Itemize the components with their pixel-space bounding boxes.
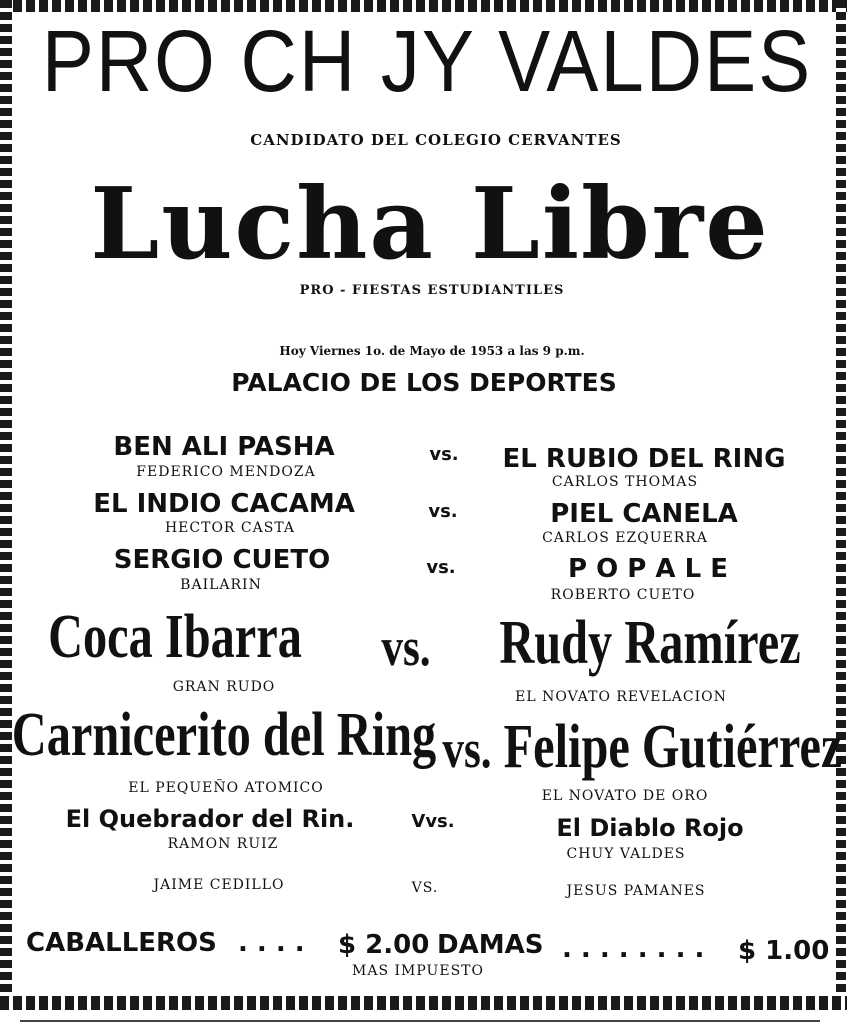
- tax-note: MAS IMPUESTO: [352, 963, 484, 979]
- bout-5-vs: vs.: [442, 719, 492, 779]
- event-subtitle: PRO - FIESTAS ESTUDIANTILES: [299, 283, 565, 298]
- bout-4-right-real: EL NOVATO REVELACION: [515, 689, 727, 705]
- bout-1-right-name: EL RUBIO DEL RING: [502, 444, 786, 474]
- bout-2-right-real: CARLOS EZQUERRA: [542, 530, 708, 546]
- damas-dots: . . . . . . . .: [562, 934, 705, 964]
- top-border: [0, 0, 847, 12]
- caballeros-label: CABALLEROS: [26, 928, 217, 958]
- poster-headline: PRO CH JY VALDES: [41, 11, 813, 111]
- damas-price: $ 1.00: [738, 936, 830, 966]
- bout-5-right-name: Felipe Gutiérrez: [503, 713, 843, 781]
- bout-1-left-real: FEDERICO MENDOZA: [136, 464, 316, 480]
- bottom-border: [0, 996, 847, 1010]
- bout-5-left-name: Carnicerito del Ring: [11, 701, 437, 769]
- left-border: [0, 0, 12, 1010]
- bout-6-vs: Vvs.: [411, 811, 455, 832]
- event-date: Hoy Viernes 1o. de Mayo de 1953 a las 9 p.m.: [279, 344, 585, 358]
- candidate-line: CANDIDATO DEL COLEGIO CERVANTES: [250, 131, 622, 149]
- caballeros-price: $ 2.00: [338, 930, 430, 960]
- bout-1-right-real: CARLOS THOMAS: [551, 474, 699, 490]
- bout-5-left-real: EL PEQUEÑO ATOMICO: [128, 780, 324, 796]
- bout-2-left-name: EL INDIO CACAMA: [93, 489, 355, 519]
- bout-2-left-real: HECTOR CASTA: [164, 520, 296, 536]
- bout-3-right-name: P O P A L E: [568, 554, 728, 584]
- bout-4-vs: vs.: [381, 617, 431, 677]
- event-title: Lucha Libre: [90, 167, 770, 282]
- bout-3-right-real: ROBERTO CUETO: [550, 587, 696, 603]
- bout-2-vs: vs.: [428, 501, 458, 522]
- bout-4-right-name: Rudy Ramírez: [499, 609, 801, 677]
- bout-3-left-name: SERGIO CUETO: [113, 545, 331, 575]
- damas-label: DAMAS: [437, 930, 544, 960]
- bout-1-left-name: BEN ALI PASHA: [113, 432, 335, 462]
- bout-4-left-name: Coca Ibarra: [48, 603, 302, 671]
- bout-6-left-name: El Quebrador del Rin.: [65, 805, 355, 833]
- bout-6-right-real: CHUY VALDES: [566, 846, 686, 862]
- bottom-rule: [20, 1020, 820, 1022]
- bout-7-right-name: JESUS PAMANES: [566, 883, 706, 899]
- bout-3-left-real: BAILARIN: [180, 577, 262, 593]
- bout-4-left-real: GRAN RUDO: [172, 679, 276, 695]
- bout-5-right-real: EL NOVATO DE ORO: [541, 788, 709, 804]
- bout-1-vs: vs.: [429, 444, 459, 465]
- bout-7-vs: VS.: [411, 880, 439, 896]
- right-border: [836, 0, 846, 1010]
- bout-6-left-real: RAMON RUIZ: [167, 836, 279, 852]
- bout-3-vs: vs.: [426, 557, 456, 578]
- bout-6-right-name: El Diablo Rojo: [556, 814, 744, 842]
- event-venue: PALACIO DE LOS DEPORTES: [231, 368, 617, 397]
- bout-2-right-name: PIEL CANELA: [550, 499, 738, 529]
- caballeros-dots: . . . .: [238, 928, 305, 958]
- bout-7-left-name: JAIME CEDILLO: [153, 877, 285, 893]
